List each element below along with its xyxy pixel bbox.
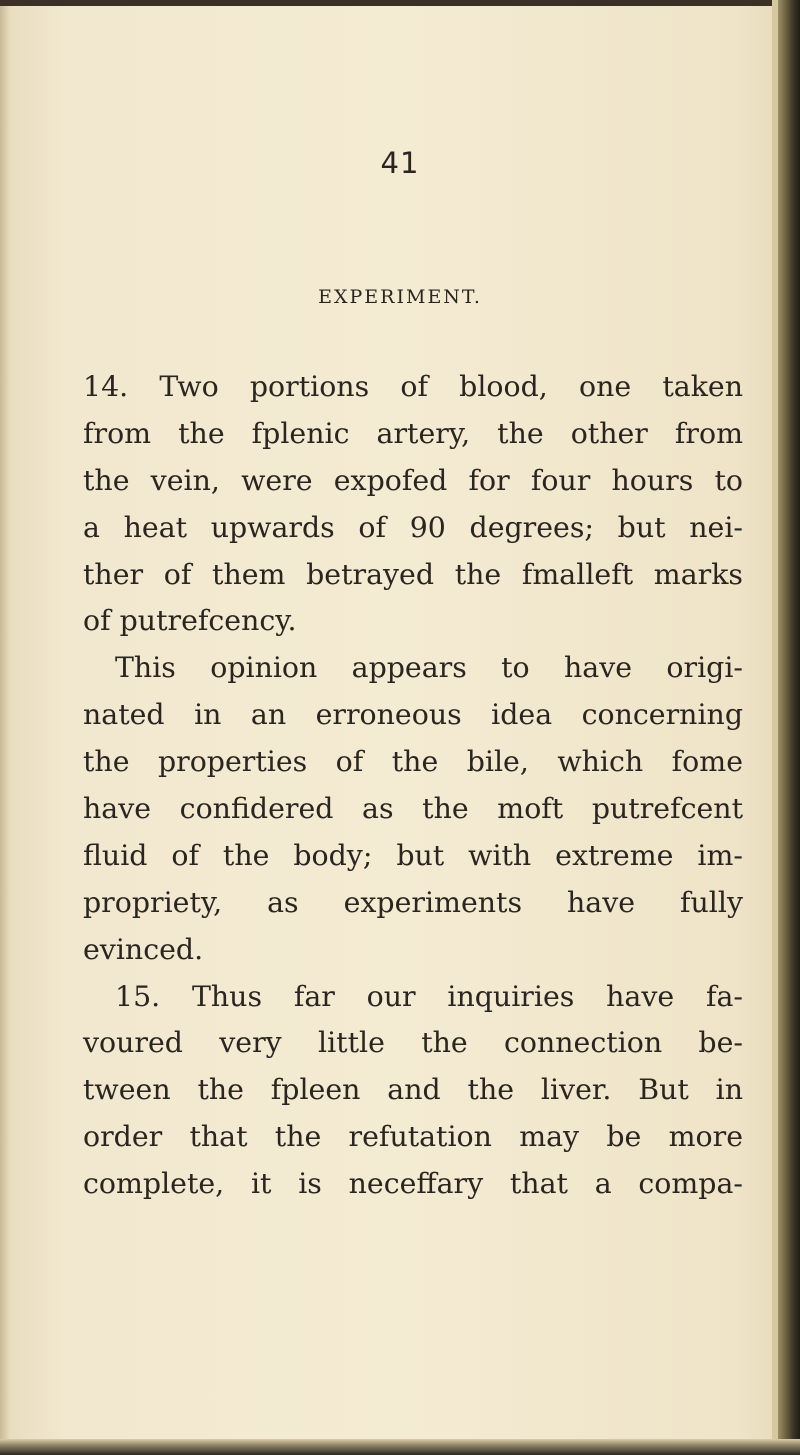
text-line: 14. Two portions of blood, one taken [83,370,743,403]
text-line: the vein, were expofed for four hours to [83,463,743,497]
text-line: voured very little the connection be- [83,1026,743,1060]
page-top-edge [0,0,780,6]
text-line: have confidered as the moft putrefcent [83,792,743,826]
text-line: complete, it is neceffary that a compa- [83,1167,743,1201]
text-line: a heat upwards of 90 degrees; but nei- [83,510,743,544]
section-heading: EXPERIMENT. [318,286,482,308]
text-line: propriety, as experiments have fully [83,885,743,919]
text-line: 15. Thus far our inquiries have fa- [115,979,743,1013]
text-line: order that the refutation may be more [83,1120,743,1154]
text-line: ther of them betrayed the fmalleft marks [83,557,743,591]
page-number: 41 [380,146,420,180]
text-line: the properties of the bile, which fome [83,745,743,779]
text-line: fluid of the body; but with extreme im- [83,838,743,872]
page-bottom-edge [0,1439,800,1455]
page-gutter-shadow [0,0,10,1455]
text-line: of putrefcency. [83,604,297,638]
text-line: This opinion appears to have origi- [115,651,743,685]
text-line: tween the fpleen and the liver. But in [83,1073,743,1107]
book-spine-edge [778,0,800,1455]
text-line: evinced. [83,932,204,966]
text-line: nated in an erroneous idea concerning [83,698,743,732]
body-text [83,364,743,1208]
text-line: from the fplenic artery, the other from [83,416,743,450]
